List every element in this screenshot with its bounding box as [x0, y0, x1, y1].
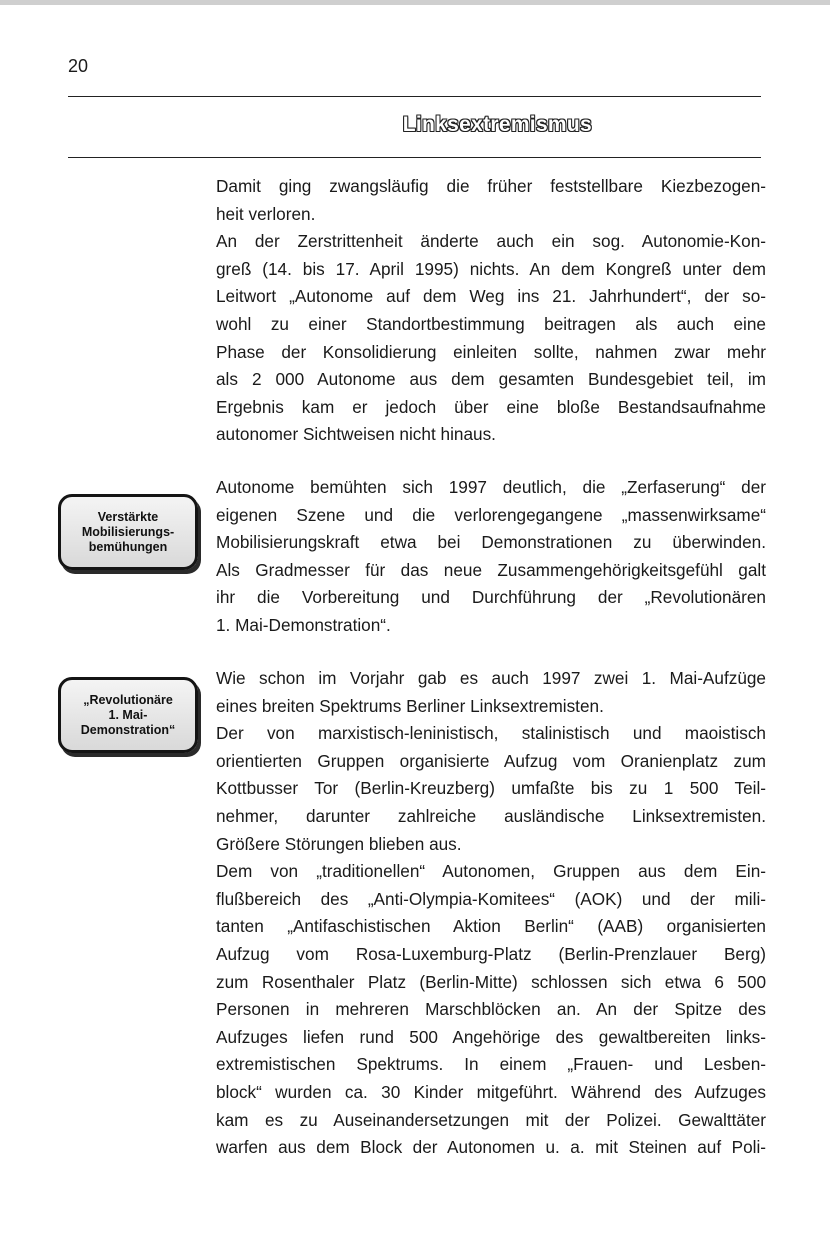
paragraph-1 — [216, 173, 766, 449]
text-line: Dem von „traditionellen“ Autonomen, Gruppen aus dem Ein- — [216, 861, 766, 882]
text-line: heit verloren. — [216, 203, 316, 224]
text-line: Autonome bemühten sich 1997 deutlich, die „Zerfaserung“ der — [216, 477, 766, 497]
text-line: greß (14. bis 17. April 1995) nichts. An dem Kongreß unter dem — [216, 258, 766, 279]
margin-note-line: 1. Mai- — [108, 707, 148, 722]
text-line: flußbereich des „Anti-Olympia-Komitees“ (AOK) und der mili- — [216, 888, 766, 909]
text-line: tanten „Antifaschistischen Aktion Berlin“ (AAB) organisierten — [216, 916, 766, 937]
text-line: Größere Störungen blieben aus. — [216, 833, 462, 854]
text-line: Ergebnis kam er jedoch über eine bloße Bestandsaufnahme — [216, 396, 766, 417]
text-line: orientierten Gruppen organisierte Aufzug vom Oranienplatz zum — [216, 750, 766, 771]
text-line: warfen aus dem Block der Autonomen u. a. mit Steinen auf Poli- — [216, 1137, 766, 1158]
text-line: wohl zu einer Standortbestimmung beitragen als auch eine — [216, 313, 766, 334]
text-line: extremistischen Spektrums. In einem „Frauen- und Lesben- — [216, 1054, 766, 1075]
text-line: Wie schon im Vorjahr gab es auch 1997 zwei 1. Mai-Aufzüge — [216, 668, 766, 688]
text-line: 1. Mai-Demonstration“. — [216, 614, 391, 635]
paragraph-3 — [216, 665, 766, 1162]
text-line: An der Zerstrittenheit änderte auch ein sog. Autonomie-Kon- — [216, 231, 766, 252]
text-line: kam es zu Auseinandersetzungen mit der Polizei. Gewalttäter — [216, 1109, 766, 1130]
margin-note-line: Verstärkte — [97, 509, 159, 524]
margin-note-line: bemühungen — [88, 539, 168, 554]
margin-note-line: Mobilisierungs- — [81, 524, 175, 539]
text-line: autonomer Sichtweisen nicht hinaus. — [216, 424, 496, 445]
text-line: Aufzug vom Rosa-Luxemburg-Platz (Berlin-Prenzlauer Berg) — [216, 943, 766, 964]
text-line: Als Gradmesser für das neue Zusammengehörigkeitsgefühl galt — [216, 559, 766, 580]
paragraph-2 — [216, 474, 766, 640]
margin-note-line: Demonstration“ — [80, 722, 176, 737]
text-line: Phase der Konsolidierung einleiten sollte, nahmen zwar mehr — [216, 341, 766, 362]
page-top-edge — [0, 0, 830, 5]
text-line: nehmer, darunter zahlreiche ausländische Linksextremisten. — [216, 805, 766, 826]
text-line: Mobilisierungskraft etwa bei Demonstrationen zu überwinden. — [216, 532, 766, 553]
text-line: Leitwort „Autonome auf dem Weg ins 21. Jahrhundert“, der so- — [216, 286, 766, 307]
text-line: Kottbusser Tor (Berlin-Kreuzberg) umfaßte bis zu 1 500 Teil- — [216, 778, 766, 799]
text-line: eines breiten Spektrums Berliner Linksextremisten. — [216, 695, 604, 716]
margin-note-mobilisierung — [58, 494, 198, 570]
page-number: 20 — [68, 56, 89, 76]
text-line: eigenen Szene und die verlorengegangene „massenwirksame“ — [216, 504, 766, 525]
text-line: ihr die Vorbereitung und Durchführung der „Revolutionären — [216, 587, 766, 608]
margin-note-line: „Revolutionäre — [83, 692, 173, 707]
text-line: als 2 000 Autonome aus dem gesamten Bundesgebiet teil, im — [216, 369, 766, 390]
text-line: Aufzuges liefen rund 500 Angehörige des gewaltbereiten links- — [216, 1026, 766, 1047]
chapter-title: Linksextremismus — [402, 113, 592, 136]
text-line: block“ wurden ca. 30 Kinder mitgeführt. Während des Aufzuges — [216, 1081, 766, 1102]
text-line: Personen in mehreren Marschblöcken an. An der Spitze des — [216, 999, 766, 1020]
text-line: Der von marxistisch-leninistisch, stalinistisch und maoistisch — [216, 723, 766, 744]
header-rule-bottom — [68, 157, 761, 158]
text-line: zum Rosenthaler Platz (Berlin-Mitte) schlossen sich etwa 6 500 — [216, 971, 766, 992]
margin-note-revolutionaere-mai-demo — [58, 677, 198, 753]
text-line: Damit ging zwangsläufig die früher feststellbare Kiezbezogen- — [216, 176, 766, 196]
header-rule-top — [68, 96, 761, 97]
